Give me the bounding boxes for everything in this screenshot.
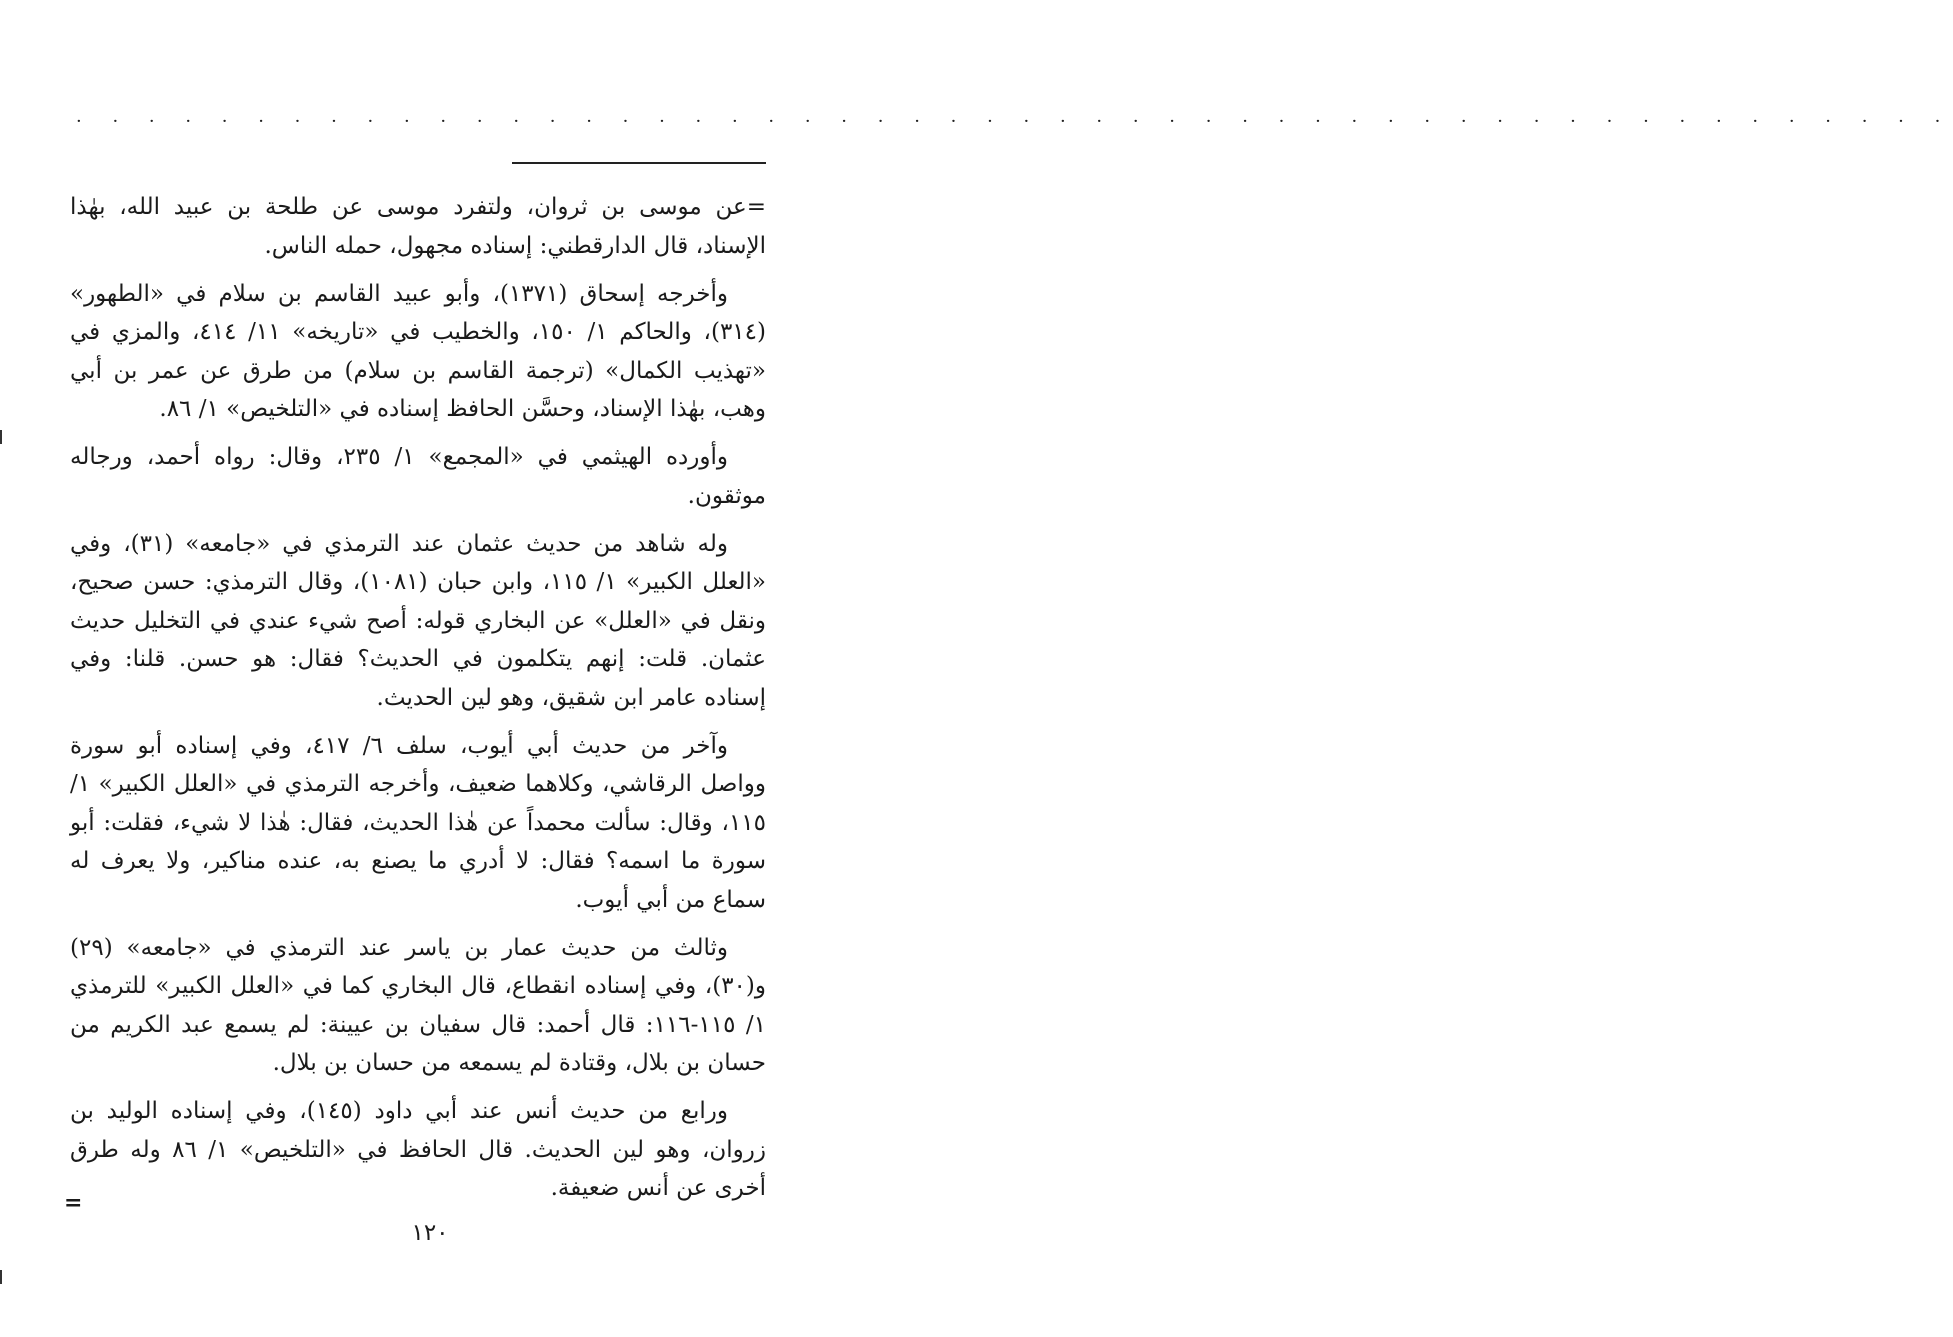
footnote-paragraph: وأورده الهيثمي في «المجمع» ١/ ٢٣٥، وقال: رواه أحمد، ورجاله موثقون. [70, 444, 766, 509]
scan-edge-mark [0, 430, 2, 444]
separator-dots: · · · · · · · · · · · · · · · · · · · · · · · · · · · · · · · · · · · · · · · · · · · · · · · · · · · · [76, 111, 1953, 132]
footnote-paragraph: وآخر من حديث أبي أيوب، سلف ٦/ ٤١٧، وفي إسناده أبو سورة وواصل الرقاشي، وكلاهما ضعيف، وأخرجه الترمذي في «العلل الكبير» ١/ ١١٥، وقال: سألت محمداً عن هٰذا الحديث، فقال: هٰذا لا شيء، فقلت: أبو سورة ما اسمه؟ فقال: لا أدري ما يصنع به، عنده مناكير، ولا يعرف له سماع من أبي أيوب. [70, 732, 766, 913]
page-number: ١٢٠ [411, 1220, 449, 1246]
scan-edge-mark [0, 1270, 2, 1284]
continuation-mark: = [64, 1190, 83, 1216]
footnote-paragraph: وأخرجه إسحاق (١٣٧١)، وأبو عبيد القاسم بن سلام في «الطهور» (٣١٤)، والحاكم ١/ ١٥٠، والخطيب في «تاريخه» ١١/ ٤١٤، والمزي في «تهذيب الكمال» (ترجمة القاسم بن سلام) من طرق عن عمر بن أبي وهب، بهٰذا الإسناد، وحسَّن الحافظ إسناده في «التلخيص» ١/ ٨٦. [70, 280, 766, 422]
footnote-paragraph: وثالث من حديث عمار بن ياسر عند الترمذي في «جامعه» (٢٩) و(٣٠)، وفي إسناده انقطاع، قال البخاري كما في «العلل الكبير» للترمذي ١/ ١١٥-١١٦: قال أحمد: قال سفيان بن عيينة: لم يسمع عبد الكريم من حسان بن بلال، وقتادة لم يسمعه من حسان بن بلال. [70, 934, 766, 1076]
footnote-paragraph: وله شاهد من حديث عثمان عند الترمذي في «جامعه» (٣١)، وفي «العلل الكبير» ١/ ١١٥، وابن حبان (١٠٨١)، وقال الترمذي: حسن صحيح، ونقل في «العلل» عن البخاري قوله: أصح شيء عندي في التخليل حديث عثمان. قلت: إنهم يتكلمون في الحديث؟ فقال: هو حسن. قلنا: وفي إسناده عامر ابن شقيق، وهو لين الحديث. [70, 530, 767, 711]
footnote-text [70, 188, 766, 1217]
footnote-paragraph: ورابع من حديث أنس عند أبي داود (١٤٥)، وفي إسناده الوليد بن زروان، وهو لين الحديث. قال الحافظ في «التلخيص» ١/ ٨٦ وله طرق أخرى عن أنس ضعيفة. [70, 1098, 766, 1201]
footnote-paragraph-continuation: =عن موسى بن ثروان، ولتفرد موسى عن طلحة بن عبيد الله، بهٰذا الإسناد، قال الدارقطني: إسناده مجهول، حمله الناس. [70, 194, 766, 259]
footnote-rule [512, 162, 766, 164]
